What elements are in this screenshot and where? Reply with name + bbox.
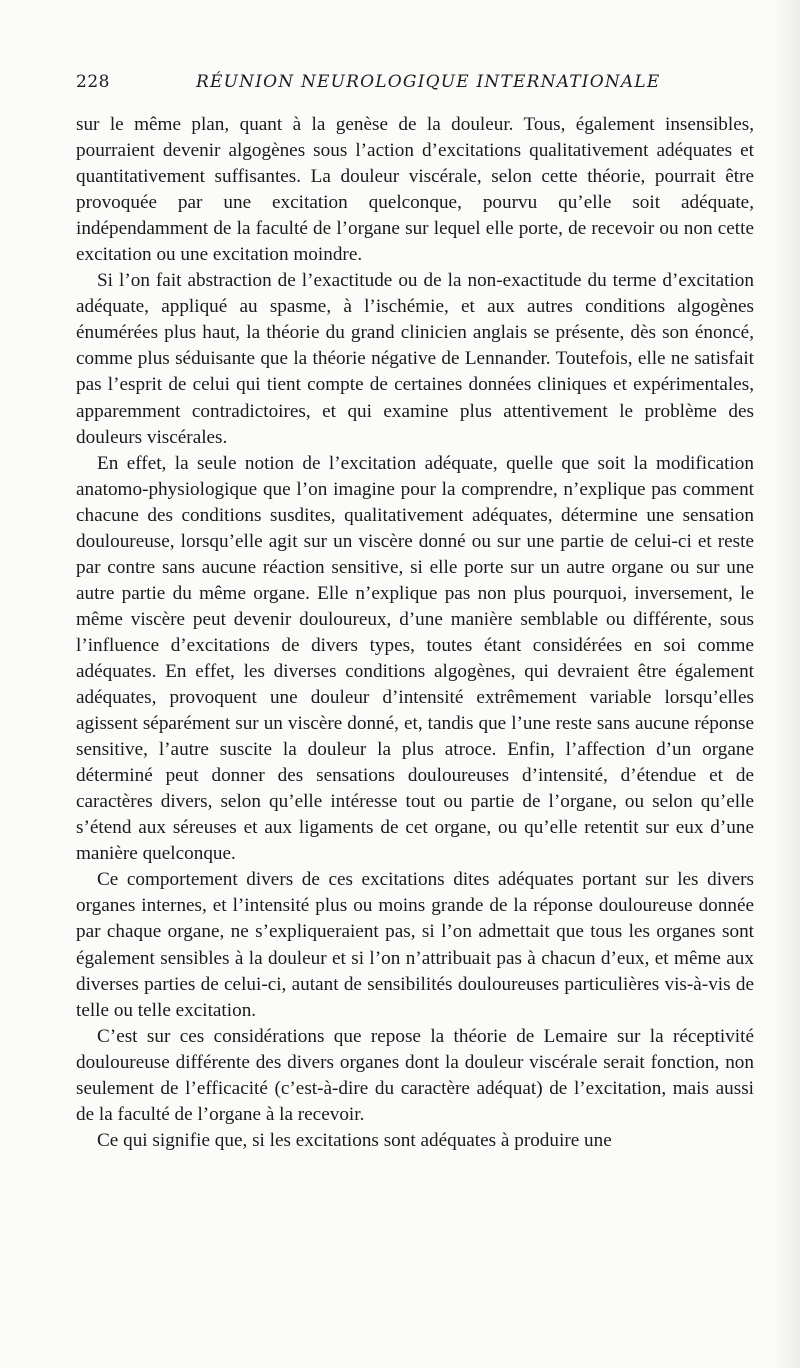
page-number: 228 xyxy=(76,72,110,92)
body-text xyxy=(76,112,754,1154)
paragraph: En effet, la seule notion de l’excitation adéquate, quelle que soit la modification anatomo-physiologique que l’on imagine pour la comprendre, n’explique pas comment chacune des conditions susdites, qualitativement adéquates, détermine une sensation douloureuse, lorsqu’elle agit sur un viscère donné ou sur une partie de celui-ci et reste par contre sans aucune réaction sensitive, si elle porte sur un autre organe ou sur une autre partie du même organe. Elle n’explique pas non plus pourquoi, inversement, le même viscère peut devenir douloureux, d’une manière semblable ou différente, sous l’influence d’excitations de divers types, toutes étant considérées en soi comme adéquates. En effet, les diverses conditions algogènes, qui devraient être également adéquates, provoquent une douleur d’intensité extrêmement variable lorsqu’elles agissent séparément sur un viscère donné, et, tandis que l’une reste sans aucune réponse sensitive, l’autre suscite la douleur la plus atroce. Enfin, l’affection d’un organe déterminé peut donner des sensations douloureuses d’intensité, d’étendue et de caractères divers, selon qu’elle intéresse tout ou partie de l’organe, ou selon qu’elle s’étend aux séreuses et aux ligaments de cet organe, ou qu’elle retentit sur eux d’une manière quelconque. xyxy=(76,452,754,865)
page-header xyxy=(76,72,748,102)
paragraph: Ce qui signifie que, si les excitations sont adéquates à produire une xyxy=(97,1129,612,1151)
paragraph: Ce comportement divers de ces excitations dites adéquates portant sur les divers organes internes, et l’intensité plus ou moins grande de la réponse douloureuse donnée par chaque organe, ne s’expliqueraient pas, si l’on admettait que tous les organes sont également sensibles à la douleur et si l’on n’attribuait pas à chacun d’eux, et même aux diverses parties de celui-ci, autant de sensibilités douloureuses particulières vis-à-vis de telle ou telle excitation. xyxy=(76,869,754,1021)
running-title: RÉUNION NEUROLOGIQUE INTERNATIONALE xyxy=(196,72,661,92)
paragraph: sur le même plan, quant à la genèse de la douleur. Tous, également insensibles, pourraient devenir algogènes sous l’action d’excitations qualitativement adéquates et quantitativement suffisantes. La douleur viscérale, selon cette théorie, pourrait être provoquée par une excitation quelconque, pourvu qu’elle soit adéquate, indépendamment de la faculté de l’organe sur lequel elle porte, de recevoir ou non cette excitation ou une excitation moindre. xyxy=(76,114,754,266)
paragraph: C’est sur ces considérations que repose la théorie de Lemaire sur la réceptivité douloureuse différente des divers organes dont la douleur viscérale serait fonction, non seulement de l’efficacité (c’est-à-dire du caractère adéquat) de l’excitation, mais aussi de la faculté de l’organe à la recevoir. xyxy=(76,1025,754,1125)
paragraph: Si l’on fait abstraction de l’exactitude ou de la non-exactitude du terme d’excitation adéquate, appliqué au spasme, à l’ischémie, et aux autres conditions algogènes énumérées plus haut, la théorie du grand clinicien anglais se présente, dès son énoncé, comme plus séduisante que la théorie négative de Lennander. Toutefois, elle ne satisfait pas l’esprit de celui qui tient compte de certaines données cliniques et expérimentales, apparemment contradictoires, et qui examine plus attentivement le problème des douleurs viscérales. xyxy=(76,270,754,448)
scan-edge-shadow xyxy=(774,0,800,1368)
